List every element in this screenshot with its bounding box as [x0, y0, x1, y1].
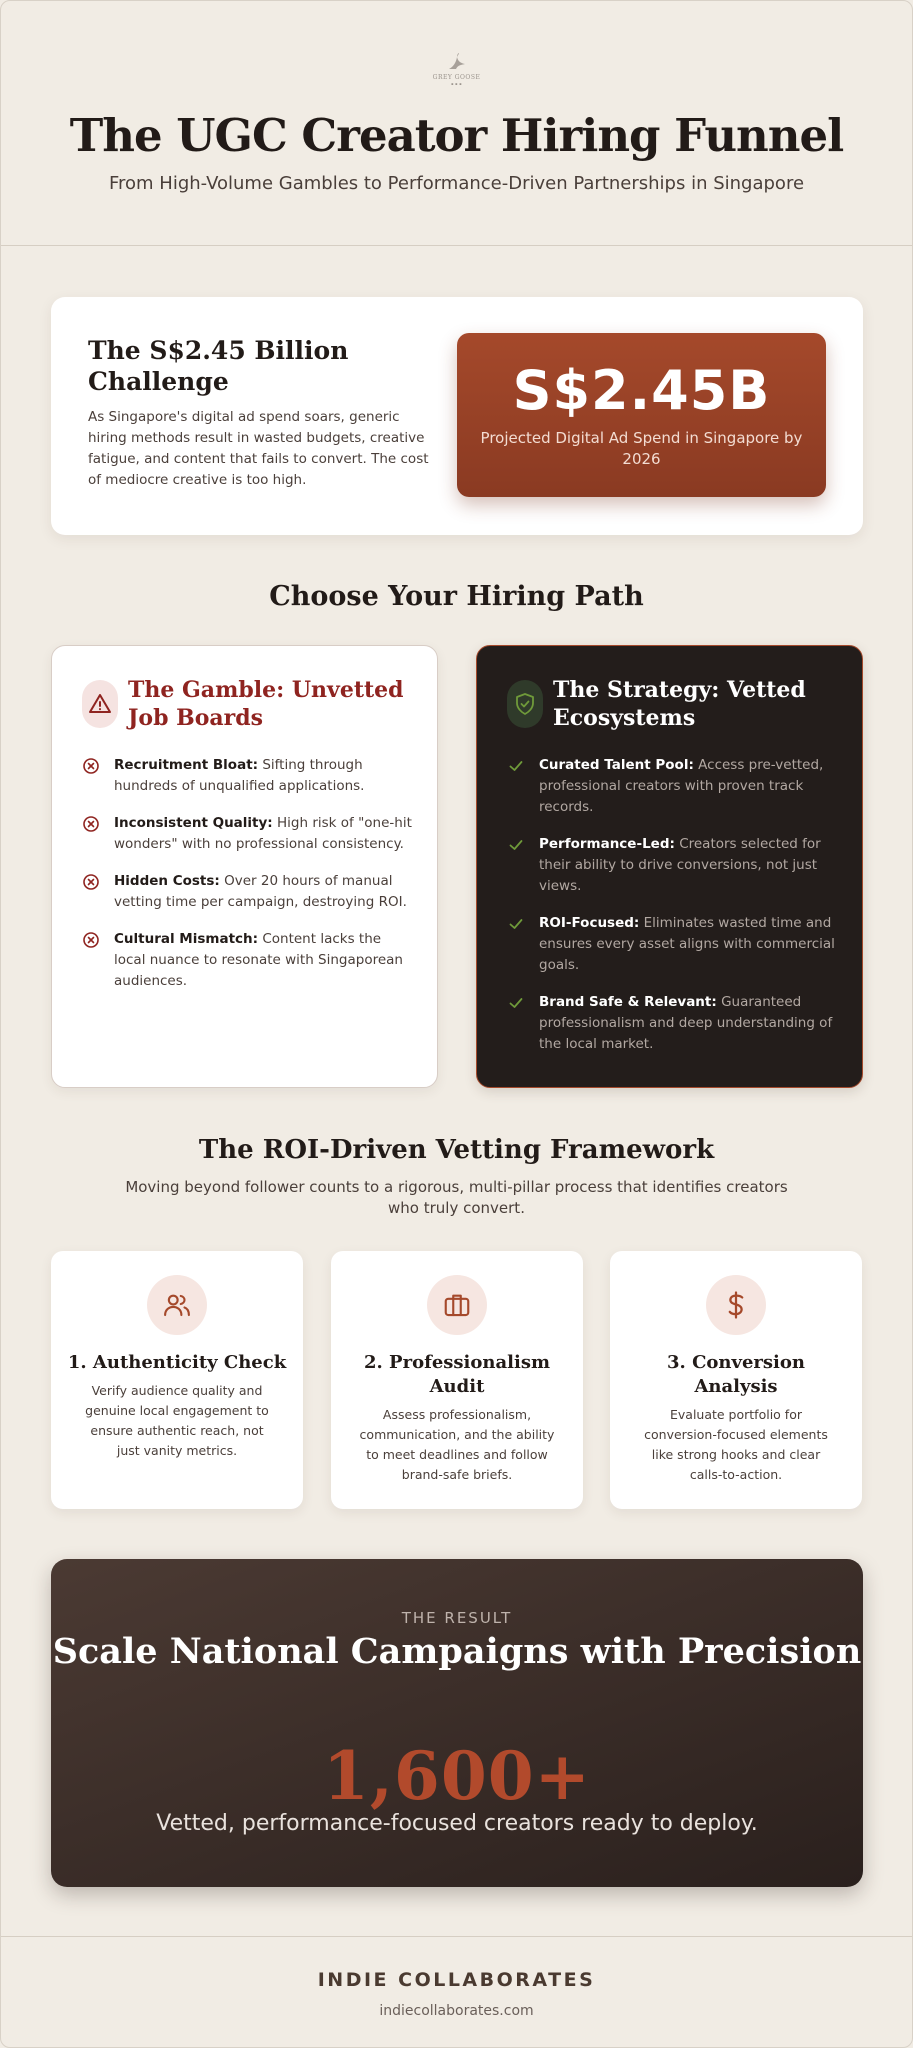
- shield-check-icon: [507, 680, 543, 728]
- framework-title: The ROI-Driven Vetting Framework: [198, 1135, 715, 1165]
- pillar-text: Verify audience quality and genuine local engagement to ensure authentic reach, not just vanity metrics.: [85, 1383, 269, 1458]
- checkmark-icon: [507, 836, 525, 854]
- x-circle-icon: [82, 757, 100, 775]
- gamble-list: [82, 755, 412, 1008]
- gamble-card: [51, 645, 438, 1088]
- checkmark-icon: [507, 915, 525, 933]
- item-label: Curated Talent Pool:: [539, 757, 694, 773]
- item-text: Sifting through hundreds of unqualified applications.: [114, 757, 365, 794]
- item-label: Recruitment Bloat:: [114, 757, 259, 773]
- pillar-title: 2. Professionalism Audit: [364, 1352, 550, 1397]
- item-label: Hidden Costs:: [114, 873, 220, 889]
- strategy-card: [476, 645, 863, 1088]
- grey-goose-logo: [427, 51, 487, 86]
- x-circle-icon: [82, 815, 100, 833]
- challenge-card: [51, 297, 863, 535]
- dollar-icon: [706, 1275, 766, 1335]
- footer: [1, 1936, 912, 2048]
- list-item: [507, 834, 837, 897]
- challenge-title: The S$2.45 Billion Challenge: [88, 336, 349, 396]
- list-item: [82, 813, 412, 855]
- pillar-text: Assess professionalism, communication, and the ability to meet deadlines and follow brand-safe briefs.: [359, 1407, 555, 1482]
- pillar-text: Evaluate portfolio for conversion-focused elements like strong hooks and clear calls-to-action.: [644, 1407, 828, 1482]
- page-title: The UGC Creator Hiring Funnel: [69, 109, 844, 162]
- logo-text: GREY GOOSE: [432, 74, 481, 81]
- list-item: [507, 992, 837, 1055]
- result-panel: [51, 1559, 863, 1887]
- item-text: Guaranteed professionalism and deep understanding of the local market.: [539, 994, 833, 1052]
- header: [1, 1, 912, 246]
- list-item: [507, 755, 837, 818]
- ad-spend-stat: [457, 333, 826, 497]
- stat-label: Projected Digital Ad Spend in Singapore by 2026: [480, 429, 803, 468]
- list-item: [82, 871, 412, 913]
- item-text: High risk of "one-hit wonders" with no professional consistency.: [114, 815, 412, 852]
- stat-value: S$2.45B: [512, 359, 771, 422]
- list-item: [82, 929, 412, 992]
- pillar-title: 1. Authenticity Check: [67, 1352, 287, 1373]
- pillar-card-conversion: [610, 1251, 862, 1509]
- item-text: Eliminates wasted time and ensures every asset aligns with commercial goals.: [539, 915, 835, 973]
- page-subtitle: From High-Volume Gambles to Performance-Driven Partnerships in Singapore: [108, 173, 805, 194]
- pillar-card-authenticity: [51, 1251, 303, 1509]
- logo-subtext: ▪ ▪ ▪: [451, 82, 462, 86]
- goose-icon: [446, 51, 468, 73]
- framework-description: Moving beyond follower counts to a rigorous, multi-pillar process that identifies creators who truly convert.: [125, 1178, 788, 1217]
- warning-triangle-icon: [82, 680, 118, 728]
- item-label: Cultural Mismatch:: [114, 931, 259, 947]
- result-caption: Vetted, performance-focused creators ready to deploy.: [156, 1811, 758, 1836]
- footer-brand: INDIE COLLABORATES: [317, 1969, 596, 1991]
- item-text: Creators selected for their ability to drive conversions, not just views.: [539, 836, 821, 894]
- result-title: Scale National Campaigns with Precision: [52, 1631, 862, 1672]
- strategy-list: [507, 755, 837, 1071]
- item-label: Inconsistent Quality:: [114, 815, 273, 831]
- challenge-text: As Singapore's digital ad spend soars, generic hiring methods result in wasted budgets, creative fatigue, and content that fails to convert. The cost of mediocre creative is too high.: [88, 409, 429, 488]
- pillar-title: 3. Conversion Analysis: [667, 1352, 805, 1397]
- item-label: ROI-Focused:: [539, 915, 640, 931]
- gamble-title: The Gamble: Unvetted Job Boards: [128, 677, 404, 731]
- pillar-card-professionalism: [331, 1251, 583, 1509]
- users-icon: [147, 1275, 207, 1335]
- item-label: Performance-Led:: [539, 836, 675, 852]
- item-label: Brand Safe & Relevant:: [539, 994, 717, 1010]
- briefcase-icon: [427, 1275, 487, 1335]
- paths-section-title: Choose Your Hiring Path: [269, 581, 644, 612]
- result-kicker: THE RESULT: [401, 1609, 513, 1627]
- list-item: [507, 913, 837, 976]
- x-circle-icon: [82, 931, 100, 949]
- item-text: Over 20 hours of manual vetting time per campaign, destroying ROI.: [114, 873, 407, 910]
- creator-count: 1,600+: [323, 1737, 591, 1815]
- checkmark-icon: [507, 994, 525, 1012]
- x-circle-icon: [82, 873, 100, 891]
- list-item: [82, 755, 412, 797]
- item-text: Content lacks the local nuance to resonate with Singaporean audiences.: [114, 931, 403, 989]
- checkmark-icon: [507, 757, 525, 775]
- footer-website-link[interactable]: indiecollaborates.com: [379, 2003, 534, 2019]
- strategy-title: The Strategy: Vetted Ecosystems: [553, 677, 806, 731]
- item-text: Access pre-vetted, professional creators with proven track records.: [539, 757, 824, 815]
